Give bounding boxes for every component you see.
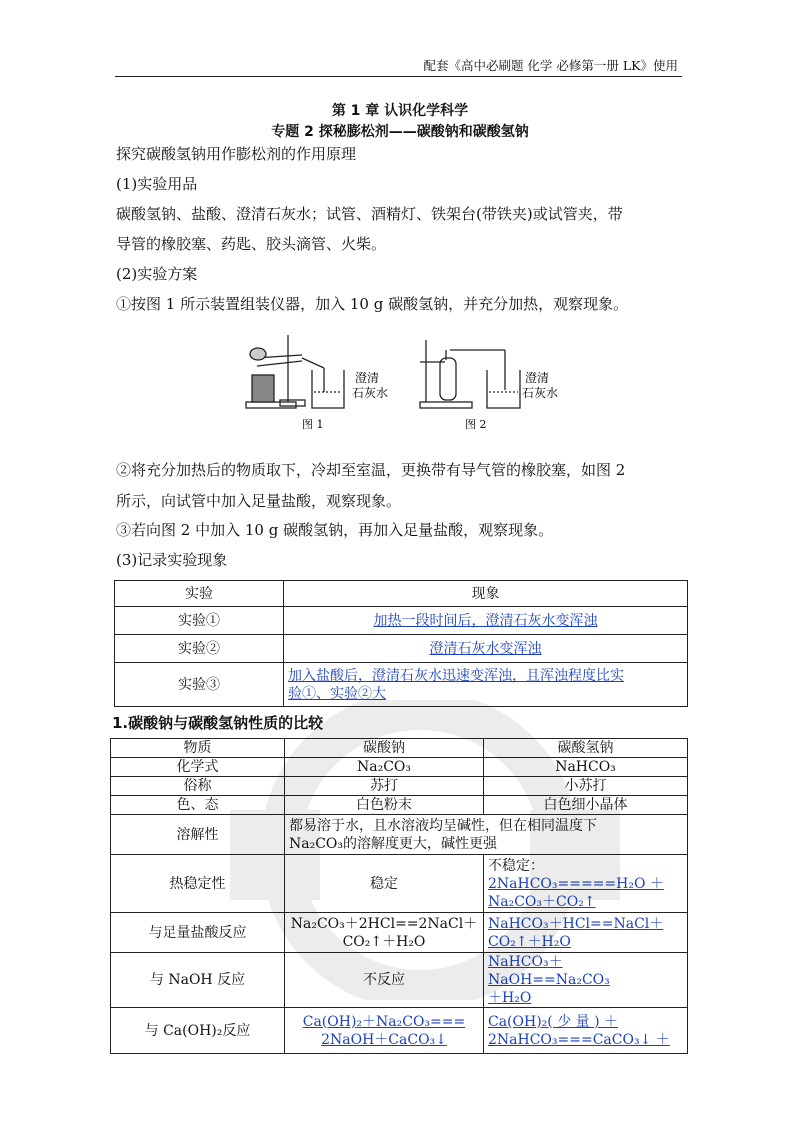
chapter-title: 第 1 章 认识化学科学 xyxy=(331,103,469,119)
table-cell: 色、态 xyxy=(111,796,285,815)
table-header: 物质 xyxy=(111,739,285,758)
fig2-label-2: 石灰水 xyxy=(522,386,559,400)
table-cell: 与 NaOH 反应 xyxy=(111,953,285,1008)
materials-line-2: 导管的橡胶塞、药匙、胶头滴管、火柴。 xyxy=(116,235,387,253)
fig1-label-1: 澄清 xyxy=(355,371,380,385)
experiment-table xyxy=(114,580,688,707)
table-cell: 稳定 xyxy=(285,855,484,913)
answer-text: 澄清石灰水变浑浊 xyxy=(429,640,542,657)
apparatus-figure xyxy=(240,330,560,435)
table-cell-line: 都易溶于水，且水溶液均呈碱性，但在相同温度下 xyxy=(289,817,597,834)
table-cell: 小苏打 xyxy=(484,777,688,796)
answer-text: Ca(OH)₂( 少 量 ) ＋ xyxy=(488,1013,619,1030)
table-cell: 实验③ xyxy=(115,663,284,707)
table-cell-line: Na₂CO₃＋2HCl==2NaCl＋ xyxy=(290,915,478,932)
table-cell-line: Na₂CO₃的溶解度更大，碱性更强 xyxy=(289,835,498,852)
answer-text: ＋H₂O xyxy=(488,990,532,1006)
table-cell-line: 不稳定： xyxy=(488,857,544,874)
answer-text: Na₂CO₃＋CO₂↑ xyxy=(488,893,596,910)
section-heading: 1.碳酸钠与碳酸氢钠性质的比较 xyxy=(112,714,324,732)
table-cell: 溶解性 xyxy=(111,815,285,855)
record-heading: (3)记录实验现象 xyxy=(116,551,228,569)
fig2-caption: 图 2 xyxy=(465,418,487,431)
answer-text: 加入盐酸后，澄清石灰水迅速变浑浊，且浑浊程度比实 xyxy=(288,667,624,684)
answer-text: 验①、实验②大 xyxy=(288,685,386,702)
table-cell: NaHCO₃ xyxy=(484,758,688,777)
materials-heading: (1)实验用品 xyxy=(116,175,198,193)
topic-title: 专题 2 探秘膨松剂——碳酸钠和碳酸氢钠 xyxy=(271,124,529,140)
answer-text: 2NaOH＋CaCO₃↓ xyxy=(321,1031,447,1048)
table-header: 实验 xyxy=(115,581,284,607)
answer-text: 2NaHCO₃===CaCO₃↓ ＋ xyxy=(488,1031,670,1048)
answer-text: 2NaHCO₃=====H₂O ＋ xyxy=(488,875,664,892)
table-cell: 与足量盐酸反应 xyxy=(111,913,285,953)
answer-text: 加热一段时间后，澄清石灰水变浑浊 xyxy=(373,612,598,629)
comparison-table xyxy=(110,738,688,1054)
table-cell: 实验① xyxy=(115,607,284,635)
answer-text: NaHCO₃＋NaOH==Na₂CO₃ xyxy=(488,954,610,988)
step-2-line-1: ②将充分加热后的物质取下，冷却至室温，更换带有导气管的橡胶塞，如图 2 xyxy=(116,461,626,479)
answer-text: CO₂↑＋H₂O xyxy=(488,933,571,950)
answer-text: Ca(OH)₂＋Na₂CO₃=== xyxy=(302,1013,466,1030)
table-header: 碳酸钠 xyxy=(285,739,484,758)
table-cell: 化学式 xyxy=(111,758,285,777)
step-1: ①按图 1 所示装置组装仪器，加入 10 g 碳酸氢钠，并充分加热，观察现象。 xyxy=(116,295,629,313)
table-cell: 实验② xyxy=(115,635,284,663)
table-cell: 苏打 xyxy=(285,777,484,796)
table-cell: 不反应 xyxy=(285,953,484,1008)
page-header: 配套《高中必刷题 化学 必修第一册 LK》使用 xyxy=(115,56,682,77)
answer-text: NaHCO₃＋HCl==NaCl＋ xyxy=(488,915,664,932)
table-cell: 白色细小晶体 xyxy=(484,796,688,815)
table-cell-line: CO₂↑＋H₂O xyxy=(342,933,426,950)
fig1-label-2: 石灰水 xyxy=(352,386,389,400)
plan-heading: (2)实验方案 xyxy=(116,265,198,283)
fig2-label-1: 澄清 xyxy=(525,371,550,385)
table-cell: 热稳定性 xyxy=(111,855,285,913)
intro-text: 探究碳酸氢钠用作膨松剂的作用原理 xyxy=(116,145,357,163)
fig1-caption: 图 1 xyxy=(302,418,324,431)
table-cell: Na₂CO₃ xyxy=(285,758,484,777)
materials-line-1: 碳酸氢钠、盐酸、澄清石灰水；试管、酒精灯、铁架台(带铁夹)或试管夹，带 xyxy=(116,205,623,223)
step-2-line-2: 所示，向试管中加入足量盐酸，观察现象。 xyxy=(116,492,402,510)
step-3: ③若向图 2 中加入 10 g 碳酸氢钠，再加入足量盐酸，观察现象。 xyxy=(116,521,554,539)
table-cell: 白色粉末 xyxy=(285,796,484,815)
table-cell: 俗称 xyxy=(111,777,285,796)
table-header: 现象 xyxy=(284,581,688,607)
table-cell: 与 Ca(OH)₂反应 xyxy=(111,1008,285,1054)
table-header: 碳酸氢钠 xyxy=(484,739,688,758)
burner-icon xyxy=(252,375,274,402)
